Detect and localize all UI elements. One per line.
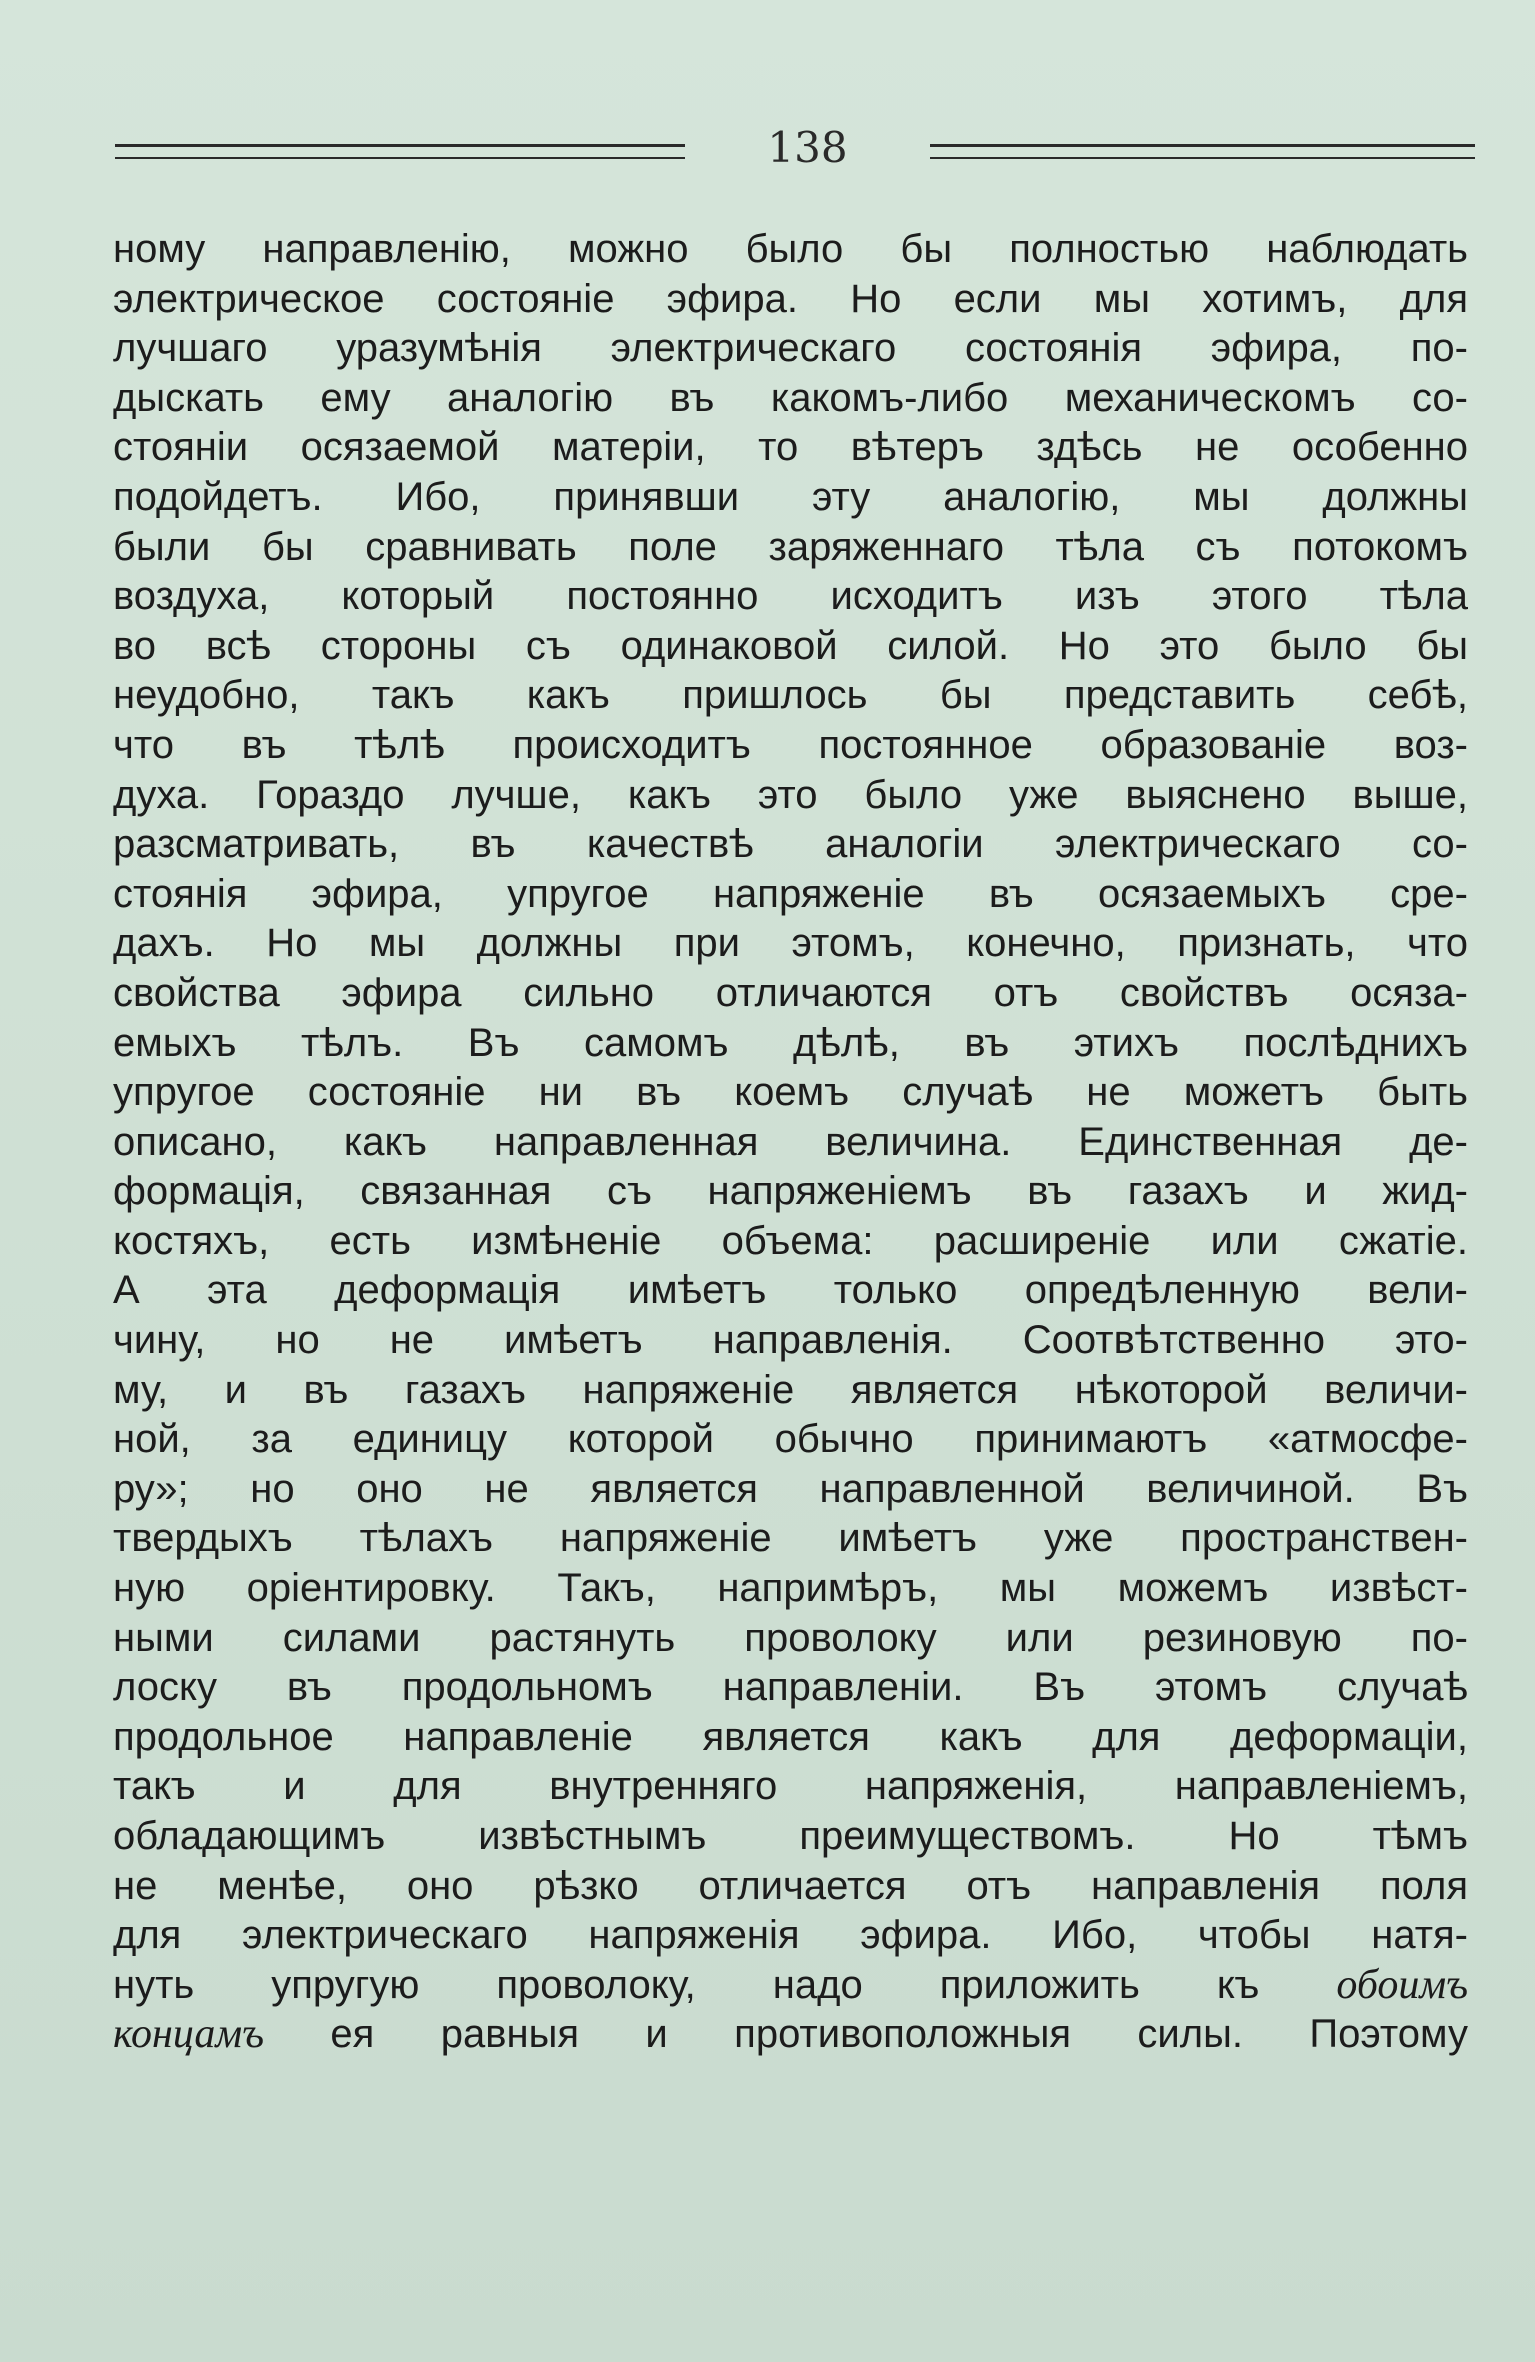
text-line — [113, 1961, 1468, 2011]
text-line: стоянія эфира, упругое напряженіе въ осязаемыхъ сре- — [113, 871, 1468, 916]
text-line: стояніи осязаемой матеріи, то вѣтеръ здѣсь не особенно — [113, 425, 1468, 470]
text-line: твердыхъ тѣлахъ напряженіе имѣетъ уже пространствен- — [113, 1516, 1468, 1561]
text-line: упругое состояніе ни въ коемъ случаѣ не можетъ быть — [113, 1070, 1468, 1115]
text-line: во всѣ стороны съ одинаковой силой. Но это было бы — [113, 623, 1468, 668]
text-line: такъ и для внутренняго напряженія, направленіемъ, — [113, 1764, 1468, 1809]
text-line: лучшаго уразумѣнія электрическаго состоянія эфира, по- — [113, 326, 1468, 371]
text-span: ея равныя и противоположныя силы. Поэтому — [330, 2012, 1468, 2057]
text-line: что въ тѣлѣ происходитъ постоянное образованіе воз- — [113, 722, 1468, 767]
header-rule-right — [930, 144, 1475, 159]
text-line: чину, но не имѣетъ направленія. Соотвѣтственно это- — [113, 1318, 1468, 1363]
text-line: свойства эфира сильно отличаются отъ свойствъ осяза- — [113, 970, 1468, 1015]
text-line: дахъ. Но мы должны при этомъ, конечно, признать, что — [113, 921, 1468, 966]
text-line: описано, какъ направленная величина. Единственная де- — [113, 1119, 1468, 1164]
emphasized-word: обоимъ — [1336, 1961, 1468, 2008]
text-line: ную оріентировку. Такъ, напримѣръ, мы можемъ извѣст- — [113, 1566, 1468, 1611]
text-line: формація, связанная съ напряженіемъ въ газахъ и жид- — [113, 1169, 1468, 1214]
body-text — [113, 225, 1468, 2060]
header-rule-left — [115, 144, 685, 159]
text-line: дыскать ему аналогію въ какомъ-либо механическомъ со- — [113, 375, 1468, 420]
page-header — [115, 118, 1475, 178]
text-line: му, и въ газахъ напряженіе является нѣкоторой величи- — [113, 1367, 1468, 1412]
text-line: А эта деформація имѣетъ только опредѣленную вели- — [113, 1268, 1468, 1313]
text-line: для электрическаго напряженія эфира. Ибо, чтобы натя- — [113, 1913, 1468, 1958]
text-line: лоску въ продольномъ направленіи. Въ этомъ случаѣ — [113, 1665, 1468, 1710]
page-number: 138 — [767, 123, 848, 172]
text-line: подойдетъ. Ибо, принявши эту аналогію, мы должны — [113, 474, 1468, 519]
text-span: нуть упругую проволоку, надо приложить къ — [113, 1962, 1260, 2007]
text-line: были бы сравнивать поле заряженнаго тѣла съ потокомъ — [113, 524, 1468, 569]
text-line: неудобно, такъ какъ пришлось бы представить себѣ, — [113, 673, 1468, 718]
text-line: не менѣе, оно рѣзко отличается отъ направленія поля — [113, 1863, 1468, 1908]
text-line — [113, 2010, 1468, 2060]
text-line: разсматривать, въ качествѣ аналогіи электрическаго со- — [113, 822, 1468, 867]
text-line: электрическое состояніе эфира. Но если мы хотимъ, для — [113, 276, 1468, 321]
text-line: продольное направленіе является какъ для деформаціи, — [113, 1714, 1468, 1759]
text-line: ному направленію, можно было бы полностью наблюдать — [113, 227, 1468, 271]
text-line: емыхъ тѣлъ. Въ самомъ дѣлѣ, въ этихъ послѣднихъ — [113, 1020, 1468, 1065]
text-line: духа. Гораздо лучше, какъ это было уже выяснено выше, — [113, 772, 1468, 817]
text-line: воздуха, который постоянно исходитъ изъ этого тѣла — [113, 574, 1468, 619]
text-line: обладающимъ извѣстнымъ преимуществомъ. Но тѣмъ — [113, 1814, 1468, 1858]
text-line: ной, за единицу которой обычно принимаютъ «атмосфе- — [113, 1417, 1468, 1462]
text-line: ру»; но оно не является направленной величиной. Въ — [113, 1466, 1468, 1511]
text-line: ными силами растянуть проволоку или резиновую по- — [113, 1615, 1468, 1660]
emphasized-word: концамъ — [113, 2011, 264, 2058]
text-line: костяхъ, есть измѣненіе объема: расширеніе или сжатіе. — [113, 1218, 1468, 1263]
